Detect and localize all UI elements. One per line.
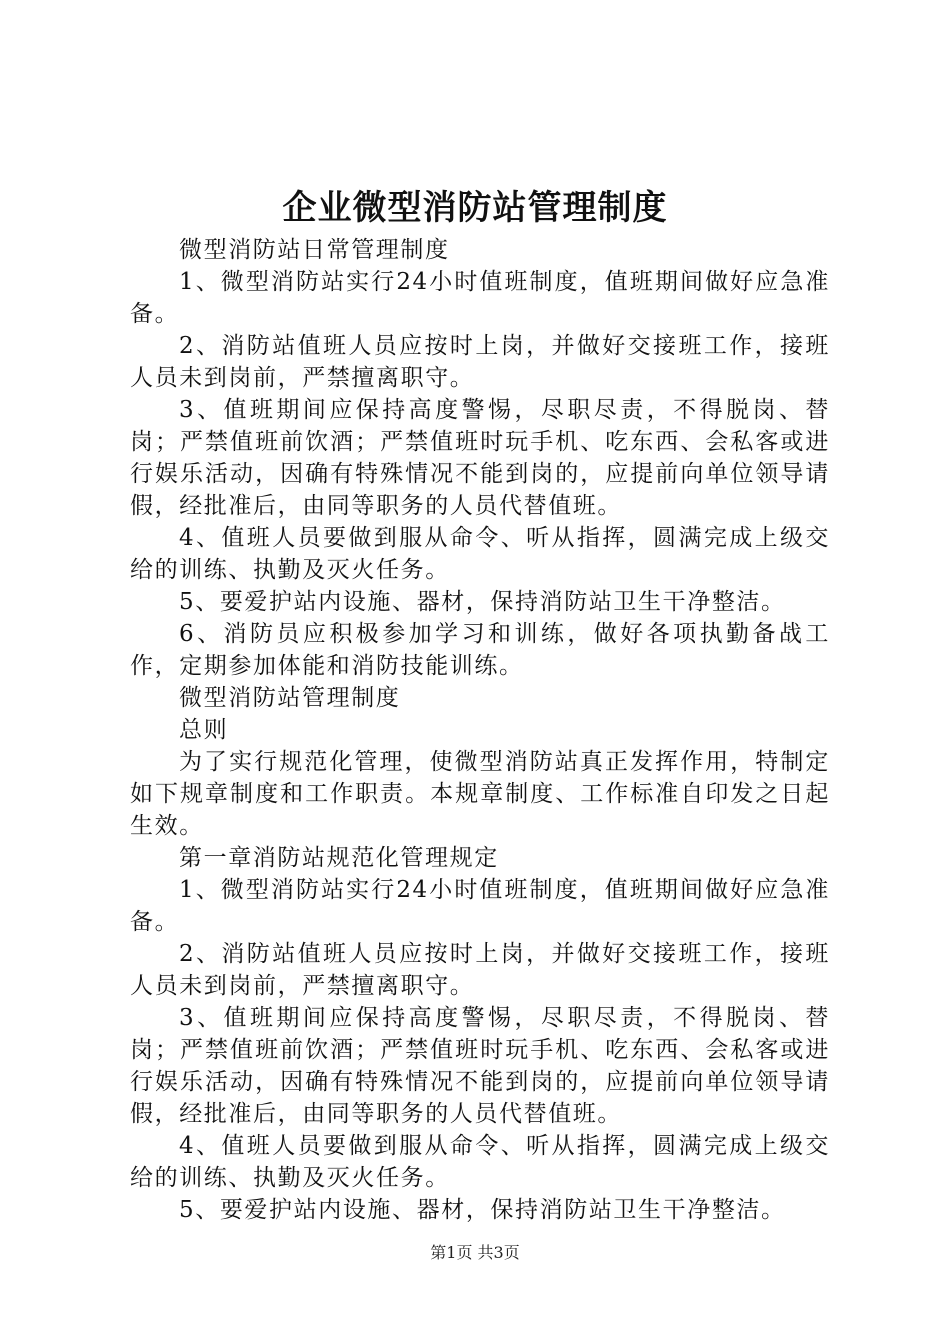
body-paragraph: 1、微型消防站实行24小时值班制度，值班期间做好应急准备。 xyxy=(130,269,830,327)
chapter-heading: 第一章消防站规范化管理规定 xyxy=(179,845,499,871)
section-heading: 总则 xyxy=(179,717,229,743)
body-paragraph: 1、微型消防站实行24小时值班制度，值班期间做好应急准备。 xyxy=(130,877,830,935)
page-footer: 第1页 共3页 xyxy=(430,1243,520,1262)
body-paragraph: 4、值班人员要做到服从命令、听从指挥，圆满完成上级交给的训练、执勤及灭火任务。 xyxy=(130,1133,830,1191)
section-heading: 微型消防站管理制度 xyxy=(179,685,401,711)
body-paragraph: 5、要爱护站内设施、器材，保持消防站卫生干净整洁。 xyxy=(179,1197,786,1223)
body-paragraph: 为了实行规范化管理，使微型消防站真正发挥作用，特制定如下规章制度和工作职责。本规章制度、工作标准自印发之日起生效。 xyxy=(130,749,830,839)
body-paragraph: 3、值班期间应保持高度警惕，尽职尽责，不得脱岗、替岗；严禁值班前饮酒；严禁值班时玩手机、吃东西、会私客或进行娱乐活动，因确有特殊情况不能到岗的，应提前向单位领导请假，经批准后，由同等职务的人员代替值班。 xyxy=(130,1005,830,1127)
body-paragraph: 6、消防员应积极参加学习和训练，做好各项执勤备战工作，定期参加体能和消防技能训练。 xyxy=(130,621,830,679)
body-paragraph: 2、消防站值班人员应按时上岗，并做好交接班工作，接班人员未到岗前，严禁擅离职守。 xyxy=(130,333,830,391)
body-paragraph: 4、值班人员要做到服从命令、听从指挥，圆满完成上级交给的训练、执勤及灭火任务。 xyxy=(130,525,830,583)
body-paragraph: 3、值班期间应保持高度警惕，尽职尽责，不得脱岗、替岗；严禁值班前饮酒；严禁值班时玩手机、吃东西、会私客或进行娱乐活动，因确有特殊情况不能到岗的，应提前向单位领导请假，经批准后，由同等职务的人员代替值班。 xyxy=(130,397,830,519)
body-paragraph: 5、要爱护站内设施、器材，保持消防站卫生干净整洁。 xyxy=(179,589,786,615)
body-paragraph: 2、消防站值班人员应按时上岗，并做好交接班工作，接班人员未到岗前，严禁擅离职守。 xyxy=(130,941,830,999)
document-body xyxy=(130,234,830,1226)
document-title: 企业微型消防站管理制度 xyxy=(282,188,668,228)
section-heading: 微型消防站日常管理制度 xyxy=(179,237,450,263)
